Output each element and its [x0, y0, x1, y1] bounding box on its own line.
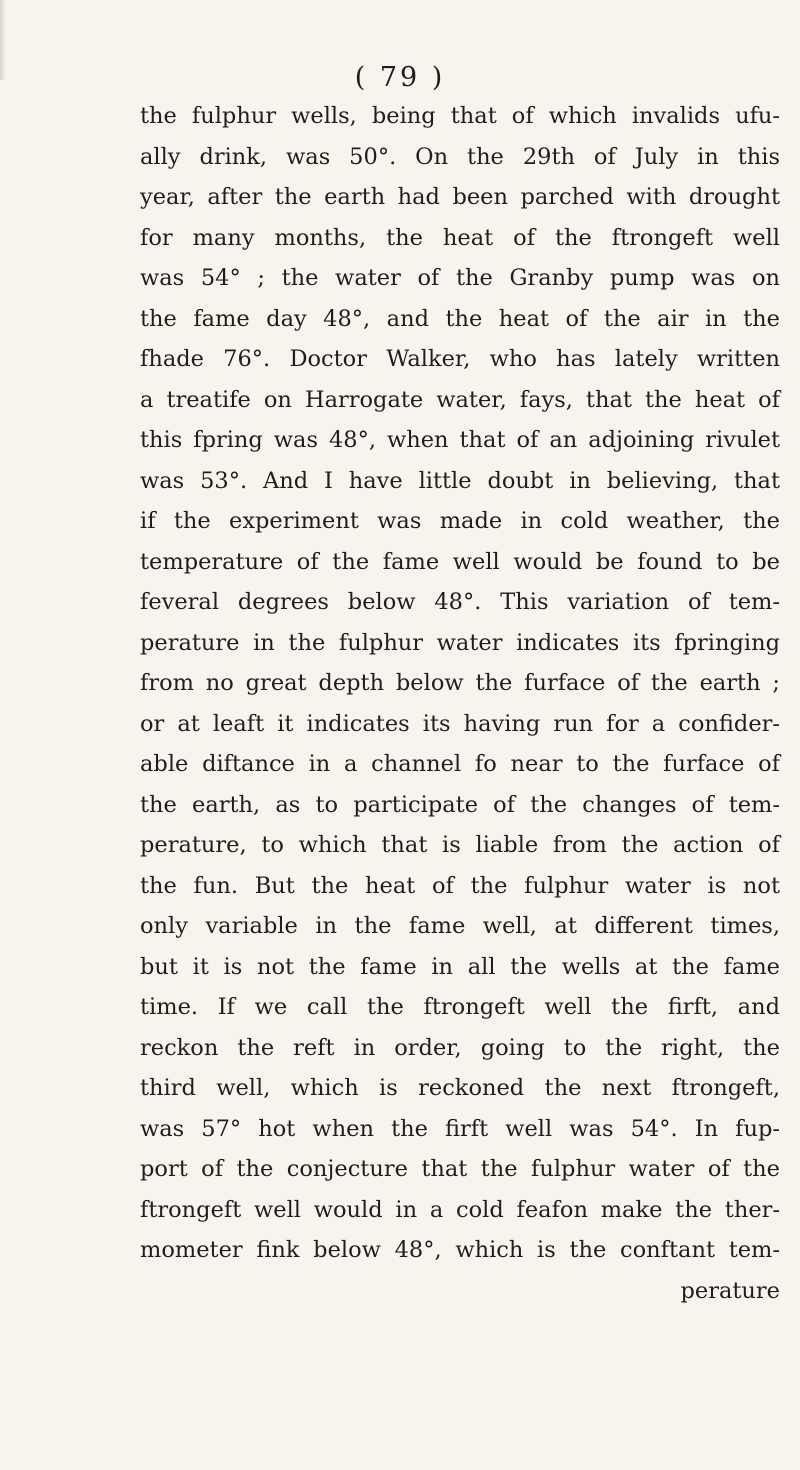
- text-line: ally drink, was 50°. On the 29th of July in this: [140, 143, 780, 170]
- text-line: was 57° hot when the firft well was 54°. In fup-: [140, 1115, 780, 1142]
- text-line: able diftance in a channel fo near to the furface of: [140, 751, 780, 777]
- body-text: [140, 96, 780, 1311]
- text-line: this fpring was 48°, when that of an adjoining rivulet: [140, 427, 780, 453]
- text-line: time. If we call the ftrongeft well the firft, and: [140, 994, 780, 1020]
- page-number: ( 79 ): [354, 62, 446, 93]
- text-line: for many months, the heat of the ftrongeft well: [140, 224, 780, 251]
- text-line: port of the conjecture that the fulphur water of the: [140, 1156, 780, 1182]
- text-line: feveral degrees below 48°. This variation of tem-: [140, 589, 780, 615]
- text-line: mometer fink below 48°, which is the conftant tem-: [140, 1237, 780, 1263]
- text-line: third well, which is reckoned the next ftrongeft,: [140, 1075, 780, 1101]
- text-line: perature in the fulphur water indicates its fpringing: [140, 629, 780, 656]
- text-line: was 53°. And I have little doubt in believing, that: [140, 467, 780, 494]
- text-line: the fulphur wells, being that of which invalids ufu-: [140, 103, 780, 129]
- text-line: but it is not the fame in all the wells at the fame: [140, 953, 780, 980]
- text-line: the fame day 48°, and the heat of the air in the: [140, 305, 780, 332]
- text-line: the earth, as to participate of the changes of tem-: [140, 791, 780, 818]
- text-line: was 54° ; the water of the Granby pump was on: [140, 265, 780, 291]
- text-line: only variable in the fame well, at different times,: [140, 913, 780, 939]
- text-line: temperature of the fame well would be found to be: [140, 548, 780, 575]
- text-line: perature, to which that is liable from the action of: [140, 832, 780, 858]
- text-line: ftrongeft well would in a cold feafon make the ther-: [140, 1196, 780, 1223]
- text-line: from no great depth below the furface of the earth ;: [140, 670, 780, 696]
- text-line: or at leaft it indicates its having run for a confider-: [140, 710, 780, 737]
- text-line: if the experiment was made in cold weather, the: [140, 508, 780, 534]
- text-line: reckon the reft in order, going to the right, the: [140, 1034, 780, 1061]
- text-line: fhade 76°. Doctor Walker, who has lately written: [140, 346, 780, 372]
- catchword-line: perature: [680, 1277, 780, 1304]
- text-line: the fun. But the heat of the fulphur water is not: [140, 872, 780, 899]
- text-line: year, after the earth had been parched with drought: [140, 184, 780, 210]
- text-line: a treatife on Harrogate water, fays, that the heat of: [140, 386, 780, 413]
